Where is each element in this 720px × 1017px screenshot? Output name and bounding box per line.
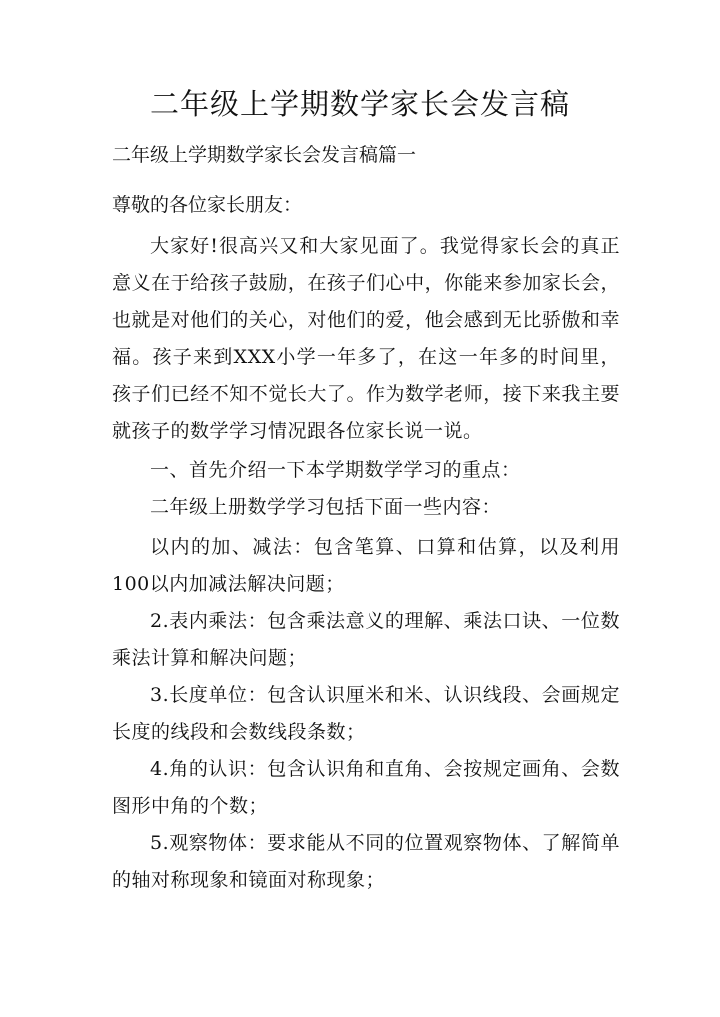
paragraph-item-multiplication: 2.表内乘法：包含乘法意义的理解、乘法口诀、一位数乘法计算和解决问题； (112, 610, 620, 669)
paragraph-item-length: 3.长度单位：包含认识厘米和米、认识线段、会画规定长度的线段和会数线段条数； (112, 684, 620, 743)
document-subtitle: 二年级上学期数学家长会发言稿篇一 (112, 144, 417, 166)
document-title: 二年级上学期数学家长会发言稿 (149, 87, 570, 121)
paragraph-item-addition: 以内的加、减法：包含笔算、口算和估算，以及利用100以内加减法解决问题； (112, 536, 620, 595)
paragraph-intro: 大家好!很高兴又和大家见面了。我觉得家长会的真正意义在于给孩子鼓励，在孩子们心中，你能来参加家长会，也就是对他们的关心，对他们的爱，他会感到无比骄傲和幸福。孩子来到XXX小学一年多了，在这一年多的时间里，孩子们已经不知不觉长大了。作为数学老师，接下来我主要就孩子的数学学习情况跟各位家长说一说。 (112, 235, 620, 442)
greeting: 尊敬的各位家长朋友： (112, 194, 303, 216)
paragraph-item-observation: 5.观察物体：要求能从不同的位置观察物体、了解简单的轴对称现象和镜面对称现象； (112, 832, 620, 891)
paragraph-item-angle: 4.角的认识：包含认识角和直角、会按规定画角、会数图形中角的个数； (112, 758, 620, 817)
paragraph-section-heading: 一、首先介绍一下本学期数学学习的重点： (150, 459, 521, 481)
paragraph-content-intro: 二年级上册数学学习包括下面一些内容： (150, 496, 502, 518)
